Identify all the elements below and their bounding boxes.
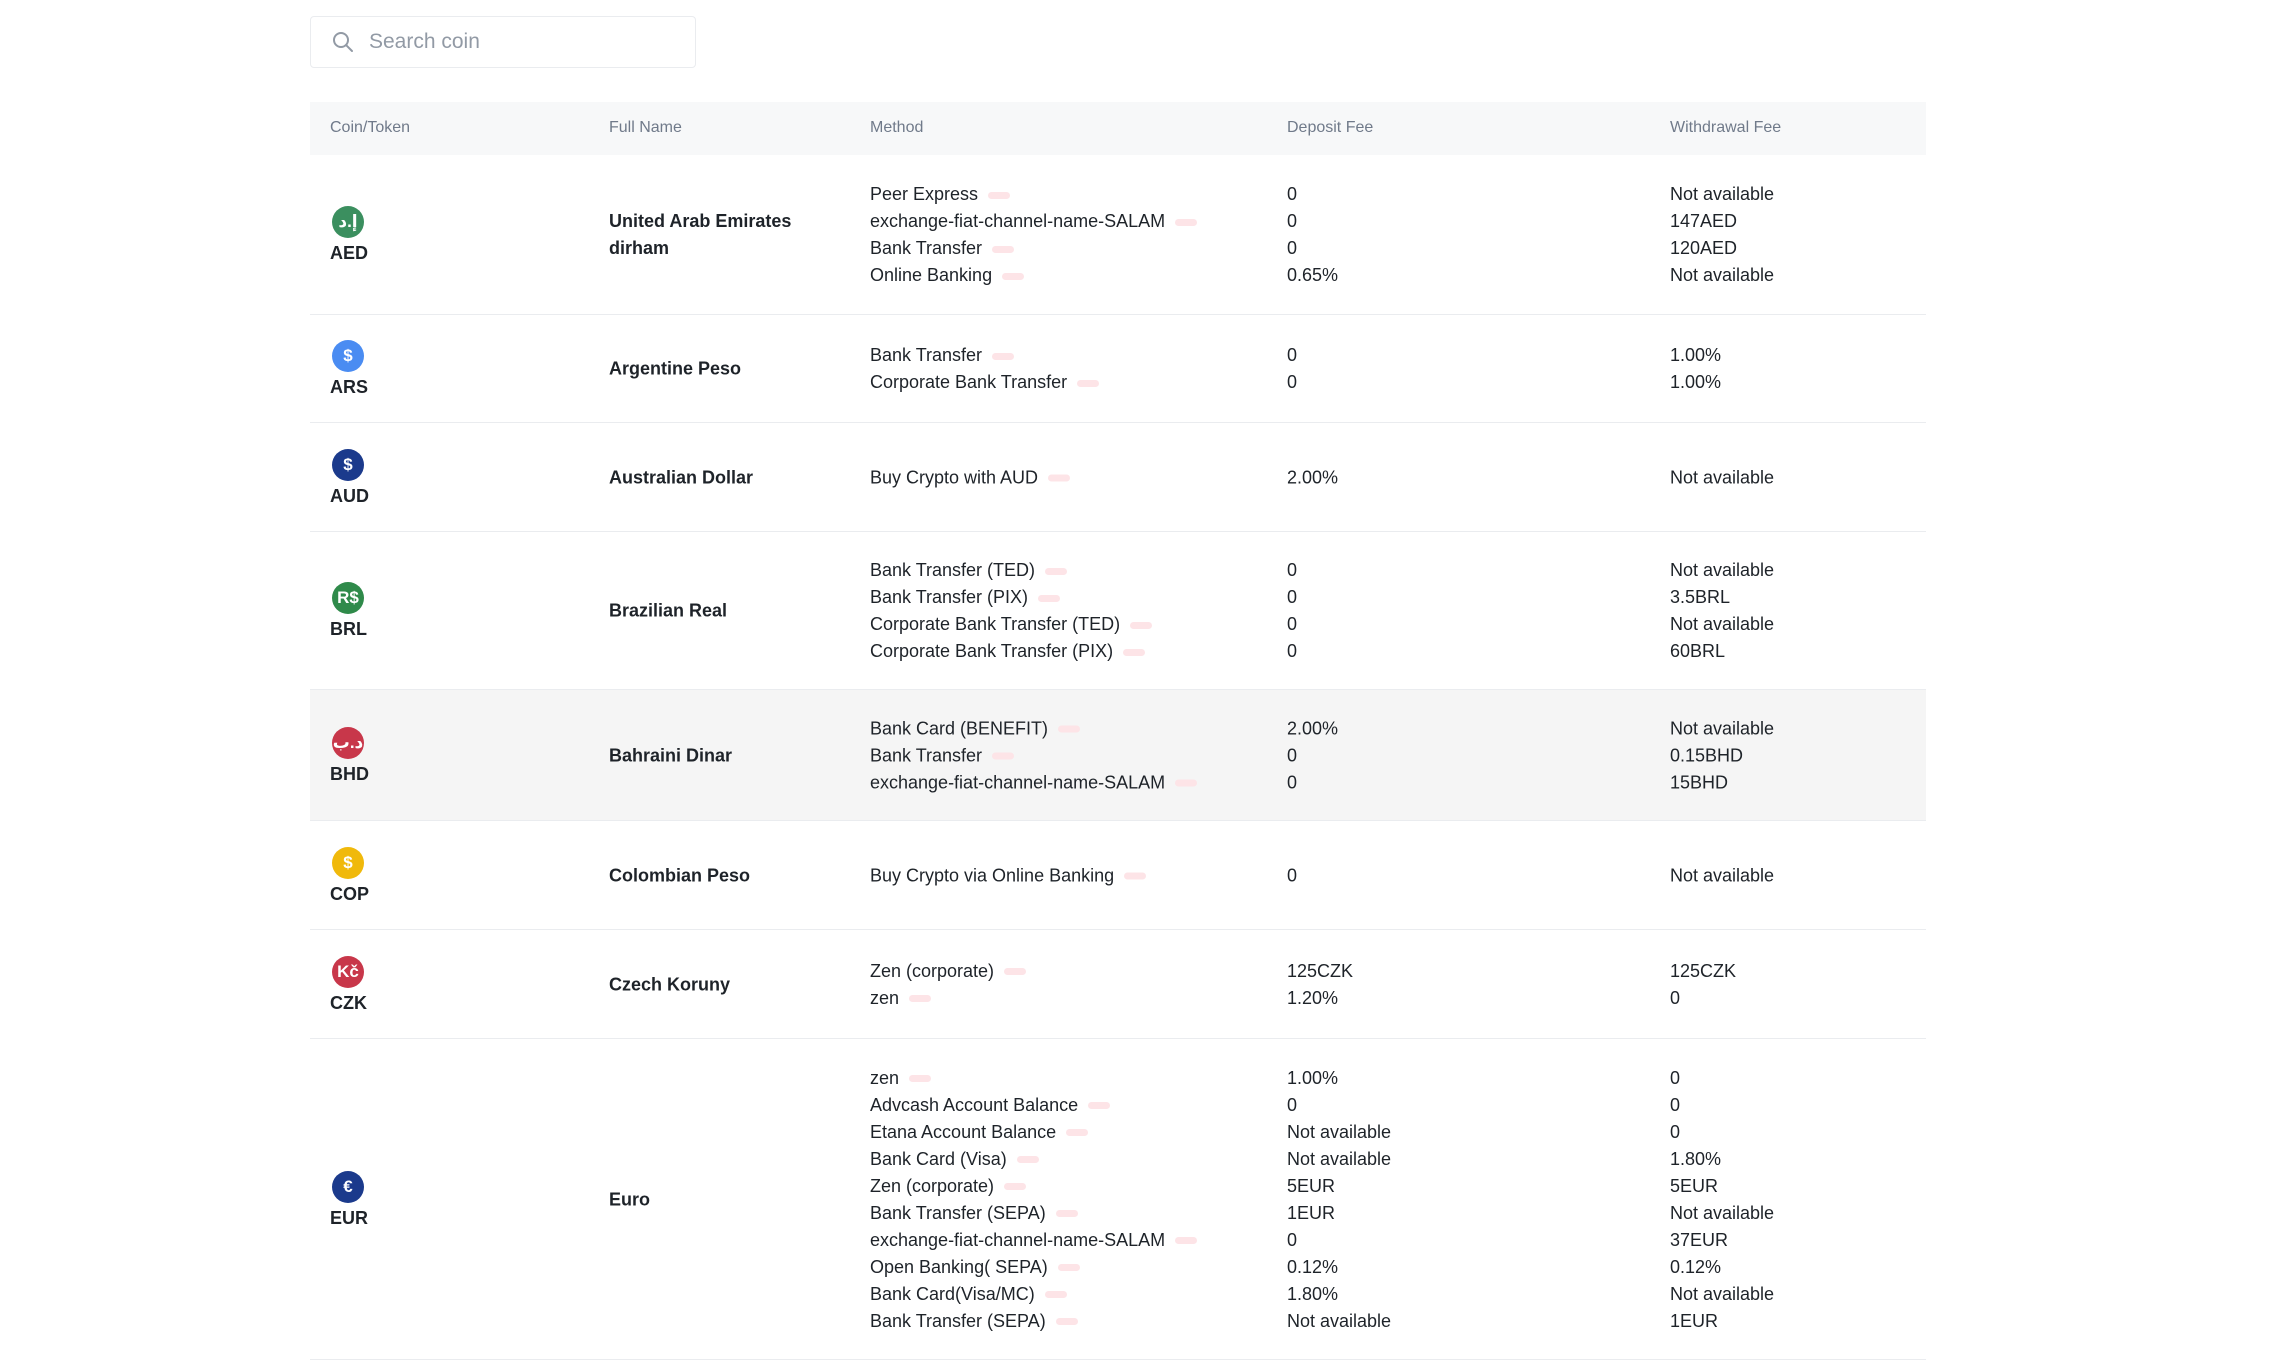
withdrawal-value: 0 bbox=[1670, 1094, 1681, 1115]
search-icon bbox=[331, 30, 355, 54]
coin-code: ARS bbox=[330, 377, 369, 397]
deposit-value: 1.80% bbox=[1287, 1283, 1339, 1304]
method-name: Buy Crypto via Online Banking bbox=[870, 865, 1115, 885]
method-tag-badge bbox=[909, 995, 931, 1002]
method-item bbox=[870, 1227, 1197, 1254]
withdrawal-fee bbox=[1670, 1119, 1774, 1146]
withdrawal-value: 147AED bbox=[1670, 211, 1738, 231]
method-tag-badge bbox=[1038, 595, 1060, 602]
method-item bbox=[870, 369, 1099, 396]
method-item bbox=[870, 985, 1026, 1012]
method-name: Bank Card(Visa/MC) bbox=[870, 1283, 1035, 1304]
coin-bhd-icon: د.ب bbox=[332, 727, 364, 759]
method-name: Bank Transfer bbox=[870, 238, 983, 258]
deposit-value: 0 bbox=[1287, 211, 1298, 231]
method-name: Open Banking( SEPA) bbox=[870, 1256, 1048, 1277]
method-item bbox=[870, 611, 1152, 638]
deposit-value: 0 bbox=[1287, 745, 1298, 765]
table-row[interactable] bbox=[310, 155, 1926, 315]
method-list bbox=[870, 1065, 1197, 1335]
coin-code: CZK bbox=[330, 992, 367, 1013]
withdrawal-value: Not available bbox=[1670, 265, 1775, 285]
method-item bbox=[870, 208, 1197, 235]
method-name: exchange-fiat-channel-name-SALAM bbox=[870, 772, 1166, 792]
deposit-fee-list bbox=[1287, 557, 1297, 665]
withdrawal-fee-list bbox=[1670, 181, 1774, 289]
method-item bbox=[870, 181, 1197, 208]
deposit-fee bbox=[1287, 1065, 1391, 1092]
method-name: Zen (corporate) bbox=[870, 1175, 995, 1196]
method-name: Bank Transfer (SEPA) bbox=[870, 1310, 1046, 1331]
withdrawal-fee bbox=[1670, 1173, 1774, 1200]
withdrawal-fee-list bbox=[1670, 342, 1721, 396]
coin-cell bbox=[330, 206, 390, 264]
method-name: Bank Transfer (PIX) bbox=[870, 587, 1029, 607]
method-tag-badge bbox=[1130, 622, 1152, 629]
method-name: Bank Transfer bbox=[870, 745, 983, 765]
header-method: Method bbox=[870, 119, 924, 136]
coin-cell bbox=[330, 340, 390, 398]
deposit-value: Not available bbox=[1287, 1121, 1392, 1142]
coin-code: BHD bbox=[330, 763, 369, 784]
table-row[interactable] bbox=[310, 315, 1926, 423]
table-row[interactable] bbox=[310, 423, 1926, 532]
withdrawal-value: 5EUR bbox=[1670, 1175, 1719, 1196]
method-item bbox=[870, 262, 1197, 289]
method-name: Peer Express bbox=[870, 184, 979, 204]
method-tag-badge bbox=[1004, 1183, 1026, 1190]
deposit-fee bbox=[1287, 1173, 1391, 1200]
withdrawal-fee bbox=[1670, 1308, 1774, 1335]
deposit-value: 0 bbox=[1287, 345, 1298, 365]
withdrawal-fee bbox=[1670, 742, 1774, 769]
method-name: Bank Transfer bbox=[870, 345, 983, 365]
table-body bbox=[310, 155, 1926, 1360]
method-item bbox=[870, 715, 1197, 742]
fee-table bbox=[310, 102, 1926, 1360]
method-tag-badge bbox=[1124, 873, 1146, 880]
deposit-value: 2.00% bbox=[1287, 467, 1339, 487]
withdrawal-value: 15BHD bbox=[1670, 772, 1729, 792]
deposit-fee-list bbox=[1287, 181, 1338, 289]
method-list bbox=[870, 958, 1026, 1012]
withdrawal-fee bbox=[1670, 235, 1774, 262]
method-list bbox=[870, 715, 1197, 796]
withdrawal-fee bbox=[1670, 262, 1774, 289]
deposit-fee bbox=[1287, 181, 1338, 208]
method-name: exchange-fiat-channel-name-SALAM bbox=[870, 211, 1166, 231]
deposit-value: 0 bbox=[1287, 372, 1298, 392]
method-item bbox=[870, 1092, 1197, 1119]
coin-cell bbox=[330, 847, 390, 905]
table-row[interactable] bbox=[310, 821, 1926, 930]
deposit-value: Not available bbox=[1287, 1148, 1392, 1169]
deposit-fee bbox=[1287, 1119, 1391, 1146]
deposit-fee-list bbox=[1287, 958, 1353, 1012]
deposit-fee bbox=[1287, 1146, 1391, 1173]
withdrawal-fee-list bbox=[1670, 557, 1774, 665]
coin-code: AUD bbox=[330, 485, 369, 506]
method-item bbox=[870, 1119, 1197, 1146]
coin-czk-icon: Kč bbox=[332, 956, 364, 988]
withdrawal-value: Not available bbox=[1670, 865, 1775, 885]
coin-aud-icon: $ bbox=[332, 449, 364, 481]
withdrawal-value: 3.5BRL bbox=[1670, 587, 1731, 607]
deposit-value: 0 bbox=[1287, 614, 1298, 634]
method-name: Bank Transfer (TED) bbox=[870, 560, 1036, 580]
method-item bbox=[870, 1308, 1197, 1335]
deposit-value: 0 bbox=[1287, 641, 1298, 661]
header-deposit-fee: Deposit Fee bbox=[1287, 119, 1374, 136]
full-name: United Arab Emirates dirham bbox=[609, 211, 792, 258]
method-item bbox=[870, 1281, 1197, 1308]
withdrawal-value: 1.80% bbox=[1670, 1148, 1722, 1169]
method-name: Corporate Bank Transfer bbox=[870, 372, 1068, 392]
method-name: Online Banking bbox=[870, 265, 993, 285]
table-row[interactable] bbox=[310, 690, 1926, 821]
withdrawal-value: 37EUR bbox=[1670, 1229, 1729, 1250]
coin-code: AED bbox=[330, 243, 369, 263]
method-item bbox=[870, 958, 1026, 985]
method-tag-badge bbox=[1004, 968, 1026, 975]
deposit-fee bbox=[1287, 584, 1297, 611]
withdrawal-fee bbox=[1670, 1092, 1774, 1119]
withdrawal-value: Not available bbox=[1670, 560, 1775, 580]
method-tag-badge bbox=[1175, 219, 1197, 226]
deposit-value: 1.00% bbox=[1287, 1067, 1339, 1088]
deposit-value: 0 bbox=[1287, 1094, 1298, 1115]
deposit-fee bbox=[1287, 1092, 1391, 1119]
withdrawal-fee bbox=[1670, 769, 1774, 796]
withdrawal-value: 1.00% bbox=[1670, 372, 1722, 392]
method-tag-badge bbox=[909, 1075, 931, 1082]
method-name: Bank Card (Visa) bbox=[870, 1148, 1007, 1169]
method-list bbox=[870, 464, 1070, 491]
method-name: exchange-fiat-channel-name-SALAM bbox=[870, 1229, 1166, 1250]
method-tag-badge bbox=[992, 353, 1014, 360]
method-item bbox=[870, 235, 1197, 262]
deposit-value: Not available bbox=[1287, 1310, 1392, 1331]
withdrawal-fee bbox=[1670, 584, 1774, 611]
deposit-value: 0 bbox=[1287, 560, 1298, 580]
table-header bbox=[310, 102, 1926, 155]
deposit-fee bbox=[1287, 557, 1297, 584]
deposit-value: 0 bbox=[1287, 1229, 1298, 1250]
method-item bbox=[870, 342, 1099, 369]
withdrawal-value: Not available bbox=[1670, 184, 1775, 204]
withdrawal-value: 1.00% bbox=[1670, 345, 1722, 365]
deposit-value: 0.12% bbox=[1287, 1256, 1339, 1277]
full-name: Colombian Peso bbox=[609, 865, 751, 885]
deposit-fee bbox=[1287, 985, 1353, 1012]
deposit-fee-list bbox=[1287, 1065, 1391, 1335]
header-coin: Coin/Token bbox=[330, 119, 411, 136]
table-row[interactable] bbox=[310, 1039, 1926, 1360]
method-list bbox=[870, 557, 1152, 665]
withdrawal-fee bbox=[1670, 638, 1774, 665]
withdrawal-fee bbox=[1670, 1227, 1774, 1254]
withdrawal-value: Not available bbox=[1670, 1202, 1775, 1223]
withdrawal-value: 60BRL bbox=[1670, 641, 1726, 661]
deposit-fee bbox=[1287, 958, 1353, 985]
full-name: Argentine Peso bbox=[609, 358, 742, 379]
method-item bbox=[870, 769, 1197, 796]
method-list bbox=[870, 862, 1146, 889]
withdrawal-value: Not available bbox=[1670, 614, 1775, 634]
deposit-value: 125CZK bbox=[1287, 960, 1354, 981]
full-name: Czech Koruny bbox=[609, 974, 731, 994]
coin-ars-icon: $ bbox=[332, 340, 364, 372]
withdrawal-fee bbox=[1670, 1146, 1774, 1173]
full-name: Euro bbox=[609, 1189, 651, 1209]
method-item bbox=[870, 464, 1070, 491]
method-item bbox=[870, 1146, 1197, 1173]
withdrawal-fee bbox=[1670, 715, 1774, 742]
search-box[interactable] bbox=[310, 16, 696, 68]
method-list bbox=[870, 181, 1197, 289]
coin-brl-icon: R$ bbox=[332, 582, 364, 614]
deposit-fee bbox=[1287, 638, 1297, 665]
method-item bbox=[870, 1065, 1197, 1092]
deposit-value: 0 bbox=[1287, 238, 1298, 258]
withdrawal-fee bbox=[1670, 611, 1774, 638]
method-tag-badge bbox=[1123, 649, 1145, 656]
deposit-fee bbox=[1287, 1200, 1391, 1227]
method-tag-badge bbox=[1088, 1102, 1110, 1109]
coin-eur-icon: € bbox=[332, 1171, 364, 1203]
coin-cop-icon: $ bbox=[332, 847, 364, 879]
withdrawal-fee bbox=[1670, 369, 1721, 396]
header-withdrawal-fee: Withdrawal Fee bbox=[1670, 119, 1782, 136]
table-row[interactable] bbox=[310, 930, 1926, 1039]
withdrawal-fee bbox=[1670, 557, 1774, 584]
deposit-value: 0 bbox=[1287, 184, 1298, 204]
method-name: zen bbox=[870, 1067, 900, 1088]
coin-cell bbox=[330, 1171, 390, 1229]
method-name: Bank Card (BENEFIT) bbox=[870, 718, 1049, 738]
method-tag-badge bbox=[1048, 475, 1070, 482]
method-tag-badge bbox=[1066, 1129, 1088, 1136]
deposit-fee bbox=[1287, 369, 1297, 396]
deposit-fee bbox=[1287, 611, 1297, 638]
deposit-value: 0.65% bbox=[1287, 265, 1339, 285]
deposit-fee bbox=[1287, 1308, 1391, 1335]
method-list bbox=[870, 342, 1099, 396]
method-tag-badge bbox=[992, 246, 1014, 253]
deposit-fee bbox=[1287, 862, 1297, 889]
withdrawal-value: 0.15BHD bbox=[1670, 745, 1744, 765]
withdrawal-value: Not available bbox=[1670, 1283, 1775, 1304]
withdrawal-fee bbox=[1670, 1254, 1774, 1281]
method-tag-badge bbox=[1175, 780, 1197, 787]
coin-cell bbox=[330, 582, 390, 640]
method-tag-badge bbox=[992, 753, 1014, 760]
method-name: Corporate Bank Transfer (TED) bbox=[870, 614, 1121, 634]
method-item bbox=[870, 1200, 1197, 1227]
method-item bbox=[870, 584, 1152, 611]
method-tag-badge bbox=[1056, 1210, 1078, 1217]
method-name: Corporate Bank Transfer (PIX) bbox=[870, 641, 1114, 661]
deposit-value: 0 bbox=[1287, 587, 1298, 607]
withdrawal-fee-list bbox=[1670, 715, 1774, 796]
deposit-fee bbox=[1287, 742, 1338, 769]
deposit-fee bbox=[1287, 1281, 1391, 1308]
deposit-value: 2.00% bbox=[1287, 718, 1339, 738]
coin-cell bbox=[330, 727, 390, 785]
deposit-value: 1.20% bbox=[1287, 987, 1339, 1008]
deposit-value: 0 bbox=[1287, 772, 1298, 792]
method-name: zen bbox=[870, 987, 900, 1008]
method-tag-badge bbox=[1056, 1318, 1078, 1325]
withdrawal-value: Not available bbox=[1670, 718, 1775, 738]
withdrawal-value: 120AED bbox=[1670, 238, 1738, 258]
withdrawal-fee bbox=[1670, 181, 1774, 208]
deposit-fee-list bbox=[1287, 464, 1338, 491]
withdrawal-fee-list bbox=[1670, 958, 1736, 1012]
withdrawal-value: 125CZK bbox=[1670, 960, 1737, 981]
withdrawal-value: 0.12% bbox=[1670, 1256, 1722, 1277]
method-tag-badge bbox=[1058, 726, 1080, 733]
deposit-fee-list bbox=[1287, 715, 1338, 796]
deposit-fee bbox=[1287, 262, 1338, 289]
withdrawal-fee bbox=[1670, 958, 1736, 985]
deposit-fee-list bbox=[1287, 862, 1297, 889]
withdrawal-fee bbox=[1670, 342, 1721, 369]
method-item bbox=[870, 557, 1152, 584]
method-name: Etana Account Balance bbox=[870, 1121, 1057, 1142]
withdrawal-value: 0 bbox=[1670, 987, 1681, 1008]
method-name: Advcash Account Balance bbox=[870, 1094, 1079, 1115]
coin-code: EUR bbox=[330, 1207, 369, 1228]
withdrawal-value: 0 bbox=[1670, 1121, 1681, 1142]
method-tag-badge bbox=[1002, 273, 1024, 280]
method-tag-badge bbox=[1058, 1264, 1080, 1271]
deposit-value: 5EUR bbox=[1287, 1175, 1336, 1196]
deposit-fee bbox=[1287, 235, 1338, 262]
header-full-name: Full Name bbox=[609, 119, 682, 136]
withdrawal-fee bbox=[1670, 1065, 1774, 1092]
withdrawal-fee bbox=[1670, 985, 1736, 1012]
method-tag-badge bbox=[1175, 1237, 1197, 1244]
withdrawal-fee bbox=[1670, 862, 1774, 889]
withdrawal-fee bbox=[1670, 464, 1774, 491]
method-item bbox=[870, 742, 1197, 769]
deposit-fee bbox=[1287, 464, 1338, 491]
coin-code: BRL bbox=[330, 619, 367, 639]
method-tag-badge bbox=[1017, 1156, 1039, 1163]
search-input[interactable] bbox=[367, 29, 671, 55]
method-tag-badge bbox=[988, 192, 1010, 199]
coin-cell bbox=[330, 449, 390, 507]
deposit-fee bbox=[1287, 342, 1297, 369]
withdrawal-fee-list bbox=[1670, 862, 1774, 889]
withdrawal-value: 0 bbox=[1670, 1067, 1681, 1088]
deposit-fee-list bbox=[1287, 342, 1297, 396]
full-name: Brazilian Real bbox=[609, 600, 728, 621]
method-tag-badge bbox=[1045, 568, 1067, 575]
withdrawal-fee bbox=[1670, 1281, 1774, 1308]
deposit-value: 0 bbox=[1287, 865, 1298, 885]
method-tag-badge bbox=[1045, 1291, 1067, 1298]
method-name: Bank Transfer (SEPA) bbox=[870, 1202, 1046, 1223]
deposit-fee bbox=[1287, 715, 1338, 742]
method-name: Buy Crypto with AUD bbox=[870, 467, 1039, 487]
method-item bbox=[870, 1254, 1197, 1281]
deposit-value: 1EUR bbox=[1287, 1202, 1336, 1223]
method-name: Zen (corporate) bbox=[870, 960, 995, 981]
withdrawal-fee-list bbox=[1670, 1065, 1774, 1335]
withdrawal-fee-list bbox=[1670, 464, 1774, 491]
deposit-fee bbox=[1287, 208, 1338, 235]
withdrawal-value: 1EUR bbox=[1670, 1310, 1719, 1331]
method-item bbox=[870, 862, 1146, 889]
table-row[interactable] bbox=[310, 532, 1926, 690]
withdrawal-fee bbox=[1670, 208, 1774, 235]
method-item bbox=[870, 638, 1152, 665]
full-name: Australian Dollar bbox=[609, 467, 754, 487]
deposit-fee bbox=[1287, 769, 1338, 796]
deposit-fee bbox=[1287, 1254, 1391, 1281]
method-tag-badge bbox=[1077, 380, 1099, 387]
coin-code: COP bbox=[330, 883, 370, 904]
withdrawal-fee bbox=[1670, 1200, 1774, 1227]
coin-cell bbox=[330, 956, 390, 1014]
method-item bbox=[870, 1173, 1197, 1200]
withdrawal-value: Not available bbox=[1670, 467, 1775, 487]
full-name: Bahraini Dinar bbox=[609, 745, 733, 765]
deposit-fee bbox=[1287, 1227, 1391, 1254]
coin-aed-icon: إ.د bbox=[332, 206, 364, 238]
